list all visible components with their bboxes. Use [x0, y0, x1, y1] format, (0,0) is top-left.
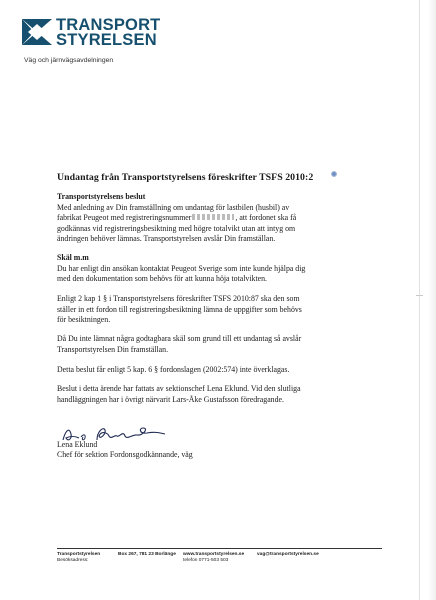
reasons-line: med den dokumentation som behövs för att kunna höja totalvikten. — [57, 274, 267, 284]
reasons-section — [57, 253, 305, 285]
fold-mark — [416, 295, 423, 296]
signatory-name: Lena Eklund — [57, 440, 98, 449]
logo-line-1: TRANSPORT — [56, 16, 161, 34]
footer-address-text: Box 267, 781 23 Borlänge — [118, 552, 176, 557]
decision-maker-paragraph — [57, 384, 301, 405]
decision-line: godkännas vid registreringsbesiktning med högre totalvikt utan att intyg om — [57, 223, 296, 233]
decision-line: ändringen behöver lämnas. Transportstyrelsen avslår Din framställan. — [57, 234, 276, 244]
logo-text — [56, 18, 160, 48]
paragraph-line: Beslut i detta ärende har fattats av sektionschef Lena Eklund. Vid den slutliga — [57, 384, 301, 393]
footer-org-sub: Besöksadress: — [57, 558, 89, 563]
document-title: Undantag från Transportstyrelsens föreskrifter TSFS 2010:2 — [57, 172, 314, 183]
decision-text: , att fordonet ska få — [235, 213, 297, 223]
paragraph-line: ställer in ett fordon till registreringsbesiktning lämna de uppgifter som behövs — [57, 304, 302, 314]
reasons-line: Du har enligt din ansökan kontaktat Peugeot Sverige som inte kunde hjälpa dig — [57, 263, 306, 273]
footer-org-name: Transportstyrelsen — [57, 552, 101, 557]
paragraph-line: Detta beslut får enligt 5 kap. 6 § fordonslagen (2002:574) inte överklagas. — [57, 365, 290, 374]
footer-email: vag@transportstyrelsen.se — [257, 552, 319, 557]
decision-heading: Transportstyrelsens beslut — [57, 192, 146, 201]
footer-phone: telefon 0771-503 503 — [183, 558, 229, 563]
appeal-paragraph — [57, 365, 289, 376]
transportstyrelsen-logo — [22, 18, 160, 48]
paragraph-line: för besiktningen. — [57, 315, 111, 325]
footer-divider — [57, 548, 382, 549]
paragraph-line: Enligt 2 kap 1 § i Transportstyrelsens föreskrifter TSFS 2010:87 ska den som — [57, 294, 300, 303]
paragraph-line: Transportstyrelsen Din framställan. — [57, 344, 169, 354]
paragraph-line: Då Du inte lämnat några godtagbara skäl som grund till ett undantag så avslår — [57, 334, 302, 343]
decision-section — [57, 192, 296, 245]
footer-contact — [183, 552, 244, 564]
scan-edge-line — [419, 0, 420, 600]
department-subline: Väg och järnvägsavdelningen — [24, 57, 114, 64]
decision-line — [57, 213, 296, 224]
paragraph-line: handläggningen har i övrigt närvarit Lars-Åke Gustafsson föredragande. — [57, 394, 284, 404]
rejection-paragraph — [57, 334, 301, 355]
decision-text: fabrikat Peugeot med registreringsnummer — [57, 213, 192, 223]
ink-dot-icon — [331, 171, 337, 177]
reasons-heading: Skäl m.m — [57, 253, 89, 262]
decision-line: Med anledning av Din framställning om undantag för lastbilen (husbil) av — [57, 202, 290, 212]
footer-web: www.transportstyrelsen.se — [183, 552, 245, 557]
logo-mark-icon — [22, 19, 52, 45]
footer-email-block — [257, 552, 319, 558]
signatory — [57, 440, 193, 460]
signatory-role: Chef för sektion Fordonsgodkännande, väg — [57, 450, 193, 459]
footer-org — [57, 552, 100, 564]
logo-line-2: STYRELSEN — [56, 31, 157, 49]
redacted-registration-number — [192, 214, 234, 220]
footer-address — [118, 552, 176, 558]
scan-edge-shade — [428, 0, 436, 600]
regulation-paragraph — [57, 294, 302, 326]
